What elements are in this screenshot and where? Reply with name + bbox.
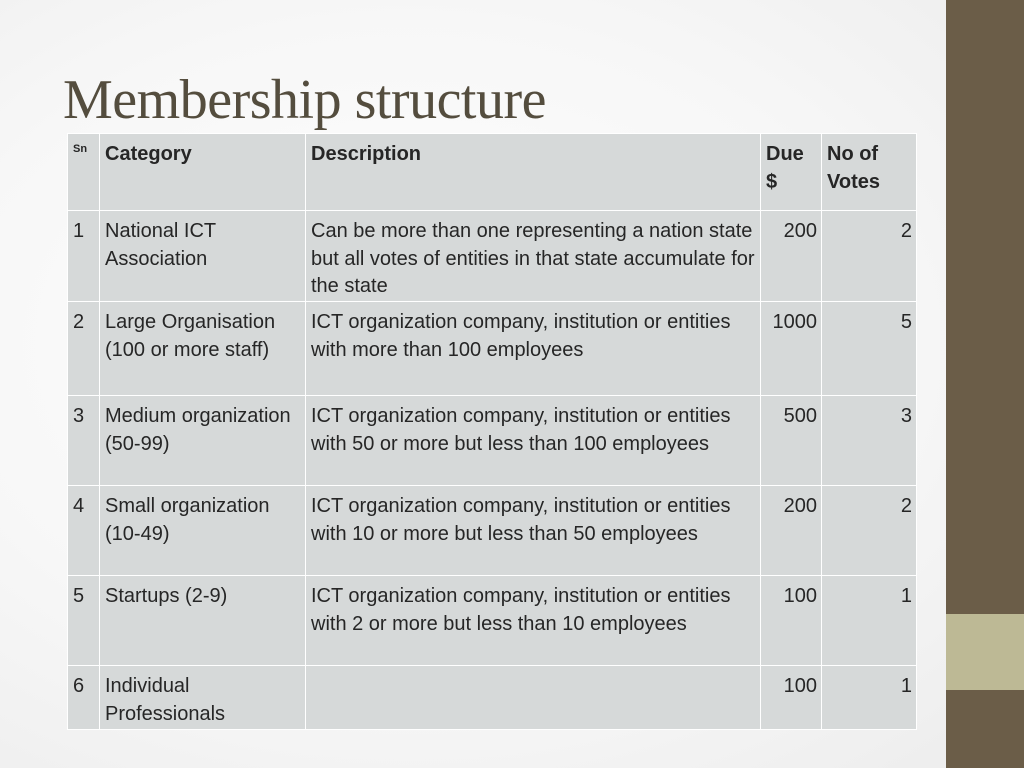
cell-sn: 1: [68, 211, 100, 302]
cell-description: ICT organization company, institution or entities with more than 100 employees: [306, 302, 761, 396]
side-decoration-accent: [946, 614, 1024, 690]
cell-description: Can be more than one representing a nation state but all votes of entities in that state accumulate for the state: [306, 211, 761, 302]
slide-title: Membership structure: [63, 69, 546, 131]
cell-category: Large Organisation (100 or more staff): [100, 302, 306, 396]
cell-category: Startups (2-9): [100, 576, 306, 666]
cell-description: [306, 666, 761, 730]
table-row: [68, 396, 917, 486]
cell-due: 1000: [761, 302, 822, 396]
cell-votes: 3: [822, 396, 917, 486]
cell-votes: 1: [822, 576, 917, 666]
header-category: Category: [100, 134, 306, 211]
table-row: [68, 211, 917, 302]
cell-sn: 3: [68, 396, 100, 486]
cell-votes: 2: [822, 211, 917, 302]
cell-votes: 1: [822, 666, 917, 730]
table-row: [68, 486, 917, 576]
cell-due: 500: [761, 396, 822, 486]
header-description: Description: [306, 134, 761, 211]
cell-sn: 6: [68, 666, 100, 730]
cell-category: Small organization (10-49): [100, 486, 306, 576]
cell-due: 100: [761, 576, 822, 666]
cell-sn: 5: [68, 576, 100, 666]
header-votes: No of Votes: [822, 134, 917, 211]
cell-votes: 5: [822, 302, 917, 396]
cell-description: ICT organization company, institution or entities with 10 or more but less than 50 employees: [306, 486, 761, 576]
table-header-row: [68, 134, 917, 211]
header-due: Due $: [761, 134, 822, 211]
cell-description: ICT organization company, institution or entities with 2 or more but less than 10 employees: [306, 576, 761, 666]
cell-due: 100: [761, 666, 822, 730]
cell-due: 200: [761, 486, 822, 576]
table-row: [68, 666, 917, 730]
header-sn: Sn: [68, 134, 100, 211]
cell-description: ICT organization company, institution or entities with 50 or more but less than 100 employees: [306, 396, 761, 486]
cell-votes: 2: [822, 486, 917, 576]
cell-sn: 2: [68, 302, 100, 396]
cell-category: Medium organization (50-99): [100, 396, 306, 486]
cell-due: 200: [761, 211, 822, 302]
table-row: [68, 302, 917, 396]
cell-category: Individual Professionals: [100, 666, 306, 730]
cell-category: National ICT Association: [100, 211, 306, 302]
membership-table: [67, 133, 917, 730]
cell-sn: 4: [68, 486, 100, 576]
table-row: [68, 576, 917, 666]
